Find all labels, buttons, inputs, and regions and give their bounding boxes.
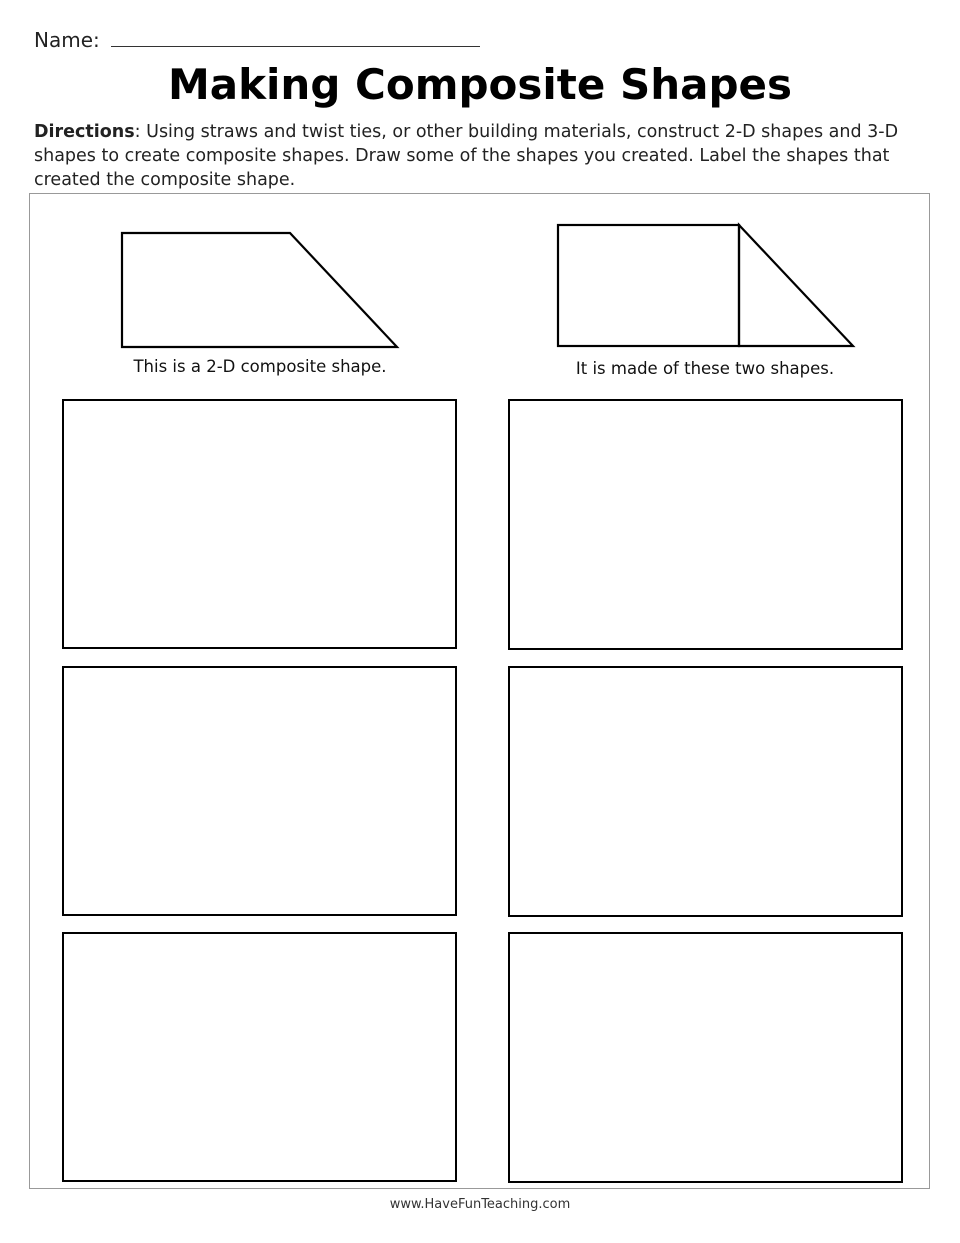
drawing-box-2[interactable] xyxy=(508,399,903,650)
composite-caption: This is a 2-D composite shape. xyxy=(133,357,387,376)
trapezoid-shape xyxy=(115,228,405,353)
footer-url: www.HaveFunTeaching.com xyxy=(389,1197,571,1212)
name-label: Name: xyxy=(34,28,100,52)
parts-caption: It is made of these two shapes. xyxy=(575,359,835,378)
drawing-box-1[interactable] xyxy=(62,399,457,649)
drawing-box-5[interactable] xyxy=(62,932,457,1182)
directions-text: : Using straws and twist ties, or other building materials, construct 2-D shapes and 3-D shapes to create composite shapes. Draw some of the shapes you created. Label the shapes that created the composite shape. xyxy=(34,122,899,190)
name-write-line[interactable] xyxy=(111,46,480,47)
drawing-box-3[interactable] xyxy=(62,666,457,916)
page-title: Making Composite Shapes xyxy=(167,60,793,109)
drawing-box-6[interactable] xyxy=(508,932,903,1183)
directions-label: Directions xyxy=(34,122,135,142)
drawing-box-4[interactable] xyxy=(508,666,903,917)
directions xyxy=(34,120,924,192)
rectangle-and-triangle-shapes xyxy=(552,219,862,354)
